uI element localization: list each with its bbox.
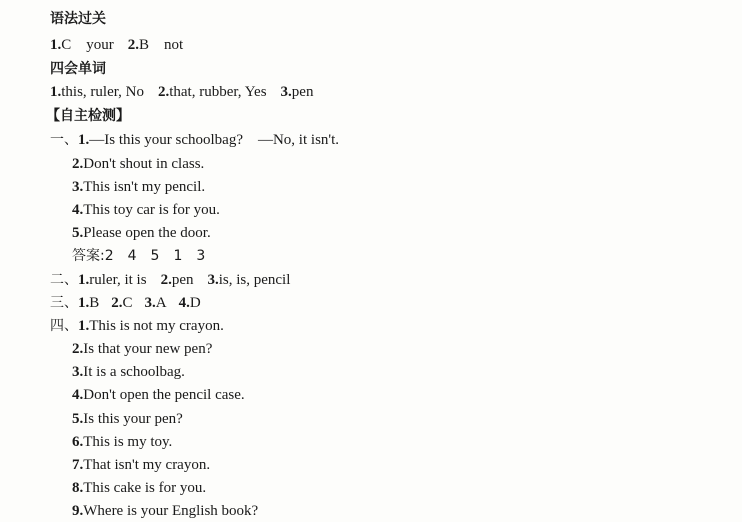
part4-item-4 bbox=[72, 385, 245, 405]
part1-item-1 bbox=[50, 130, 339, 150]
part1-item-3 bbox=[72, 177, 205, 197]
part4-item-5 bbox=[72, 409, 183, 429]
words-heading: 四会单词 bbox=[50, 61, 106, 77]
answer-text: This is my toy. bbox=[83, 434, 173, 450]
item-number: 4. bbox=[72, 387, 84, 403]
answer-text: B bbox=[89, 295, 100, 311]
item-number: 4. bbox=[72, 202, 84, 218]
part1-answer: 答案:2 4 5 1 3 bbox=[72, 248, 206, 264]
item-number: 2. bbox=[157, 84, 170, 100]
answer-text: Don't open the pencil case. bbox=[83, 387, 245, 403]
item-number: 1. bbox=[78, 272, 90, 288]
part1-item-2 bbox=[72, 154, 204, 174]
answer-text: That isn't my crayon. bbox=[83, 457, 211, 473]
part3-answers bbox=[50, 293, 201, 313]
part-label: 一、 bbox=[50, 132, 78, 148]
part1-item-4 bbox=[72, 200, 220, 220]
item-number: 5. bbox=[72, 411, 84, 427]
item-number: 6. bbox=[72, 434, 84, 450]
item-number: 2. bbox=[127, 37, 140, 53]
answer-text: Is this your pen? bbox=[83, 411, 183, 427]
grammar-heading: 语法过关 bbox=[50, 11, 106, 27]
part1-item-5 bbox=[72, 223, 211, 243]
item-number: 3. bbox=[72, 179, 84, 195]
part4-item-1 bbox=[50, 316, 224, 336]
item-number: 3. bbox=[207, 272, 219, 288]
answer-text: D bbox=[189, 295, 201, 311]
answer-text: This cake is for you. bbox=[83, 480, 207, 496]
part-label: 四、 bbox=[50, 318, 78, 334]
answer-text: —Is this your schoolbag? —No, it isn't. bbox=[89, 132, 340, 148]
answer-text: Is that your new pen? bbox=[83, 341, 213, 357]
part-label: 三、 bbox=[50, 295, 78, 311]
item-number: 1. bbox=[78, 132, 90, 148]
part4-item-2 bbox=[72, 339, 212, 359]
part-label: 二、 bbox=[50, 272, 78, 288]
answer-text: Don't shout in class. bbox=[83, 156, 205, 172]
item-number: 4. bbox=[178, 295, 190, 311]
answer-text: This toy car is for you. bbox=[83, 202, 220, 218]
answer-text: This isn't my pencil. bbox=[83, 179, 206, 195]
part4-item-8 bbox=[72, 478, 206, 498]
part4-item-7 bbox=[72, 455, 210, 475]
item-number: 1. bbox=[50, 84, 62, 100]
item-number: 2. bbox=[111, 295, 123, 311]
item-number: 9. bbox=[72, 503, 84, 519]
item-number: 7. bbox=[72, 457, 84, 473]
answer-text: that, rubber, Yes bbox=[169, 84, 267, 100]
answer-text: pen bbox=[291, 84, 314, 100]
item-number: 3. bbox=[280, 84, 292, 100]
item-number: 1. bbox=[50, 37, 62, 53]
item-number: 3. bbox=[72, 364, 84, 380]
item-number: 2. bbox=[160, 272, 172, 288]
answer-text: ruler, it is bbox=[89, 272, 147, 288]
item-number: 1. bbox=[78, 295, 90, 311]
words-answers bbox=[50, 82, 313, 102]
answer-text: is, is, pencil bbox=[218, 272, 291, 288]
part2-answers bbox=[50, 270, 290, 290]
answer-text: A bbox=[155, 295, 167, 311]
item-number: 3. bbox=[144, 295, 156, 311]
item-number: 2. bbox=[72, 156, 84, 172]
answer-text: It is a schoolbag. bbox=[83, 364, 185, 380]
part4-item-3 bbox=[72, 362, 185, 382]
item-number: 2. bbox=[72, 341, 84, 357]
item-number: 1. bbox=[78, 318, 90, 334]
grammar-answers bbox=[50, 35, 183, 55]
item-number: 5. bbox=[72, 225, 84, 241]
item-number: 8. bbox=[72, 480, 84, 496]
part4-item-9 bbox=[72, 501, 258, 521]
answer-text: Where is your English book? bbox=[83, 503, 259, 519]
answer-text: B not bbox=[139, 37, 184, 53]
answer-text: Please open the door. bbox=[83, 225, 211, 241]
answer-text: This is not my crayon. bbox=[89, 318, 224, 334]
part4-item-6 bbox=[72, 432, 172, 452]
answer-text: this, ruler, No bbox=[61, 84, 144, 100]
selfcheck-heading: 【自主检测】 bbox=[46, 108, 130, 124]
answer-text: pen bbox=[171, 272, 194, 288]
answer-text: C bbox=[122, 295, 133, 311]
answer-text: C your bbox=[61, 37, 114, 53]
